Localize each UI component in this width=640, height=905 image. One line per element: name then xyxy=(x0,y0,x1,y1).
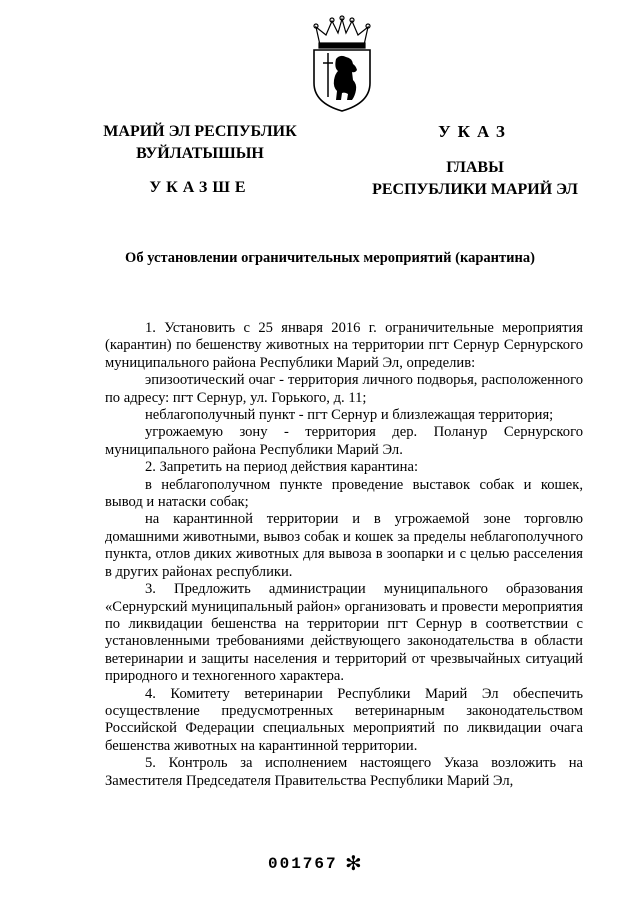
paragraph: 5. Контроль за исполнением настоящего Указа возложить на Заместителя Председателя Правительства Республики Марий Эл, xyxy=(105,755,583,789)
header-right-block xyxy=(360,121,590,201)
paragraph: на карантинной территории и в угрожаемой зоне торговлю домашними животными, вывоз собак и кошек за пределы неблагополучного пункта, отлов диких животных для вывоза в зоопарки и с целью расселения в других районах республики. xyxy=(105,511,583,580)
document-title: Об установлении ограничительных мероприятий (карантина) xyxy=(125,250,535,266)
document-serial-number: 001767 xyxy=(268,855,338,873)
paragraph: угрожаемую зону - территория дер. Поланур Сернурского муниципального района Республики Марий Эл. xyxy=(105,424,583,458)
paragraph: 1. Установить с 25 января 2016 г. ограничительные мероприятия (карантин) по бешенству животных на территории пгт Сернур Сернурского муниципального района Республики Марий Эл, определив: xyxy=(105,320,583,371)
header-left-block xyxy=(95,121,305,199)
paragraph: 3. Предложить администрации муниципального образования «Сернурский муниципальный район» организовать и провести мероприятия по ликвидации бешенства на территории пгт Сернур в соответствии с установленными требованиями действующего законодательства в области ветеринарии и защиты населения и территорий от чрезвычайных ситуаций природного и техногенного характера. xyxy=(105,581,583,685)
header-right-line2: ГЛАВЫ xyxy=(446,159,504,176)
paragraph: эпизоотический очаг - территория личного подворья, расположенного по адресу: пгт Сернур, ул. Горького, д. 11; xyxy=(105,372,583,406)
paragraph: неблагополучный пункт - пгт Сернур и близлежащая территория; xyxy=(145,407,554,424)
coat-of-arms-icon xyxy=(302,15,382,113)
footer-star-icon: ✻ xyxy=(345,851,362,875)
paragraph: в неблагополучном пункте проведение выставок собак и кошек, вывод и натаски собак; xyxy=(105,476,583,511)
header-right-line3: РЕСПУБЛИКИ МАРИЙ ЭЛ xyxy=(372,181,578,198)
document-body xyxy=(105,320,583,790)
header-left-line2: ВУЙЛАТЫШЫН xyxy=(136,145,264,162)
paragraph: 4. Комитету ветеринарии Республики Марий Эл обеспечить осуществление предусмотренных ветеринарным законодательством Российской Федерации специальных мероприятий по ликвидации очага бешенства животных на карантинной территории. xyxy=(105,685,583,754)
header-left-line1: МАРИЙ ЭЛ РЕСПУБЛИК xyxy=(103,123,297,140)
header-right-line1: УКАЗ xyxy=(438,122,512,141)
paragraph: 2. Запретить на период действия карантина: xyxy=(145,459,419,476)
header-left-line3: УКАЗШЕ xyxy=(149,179,251,196)
